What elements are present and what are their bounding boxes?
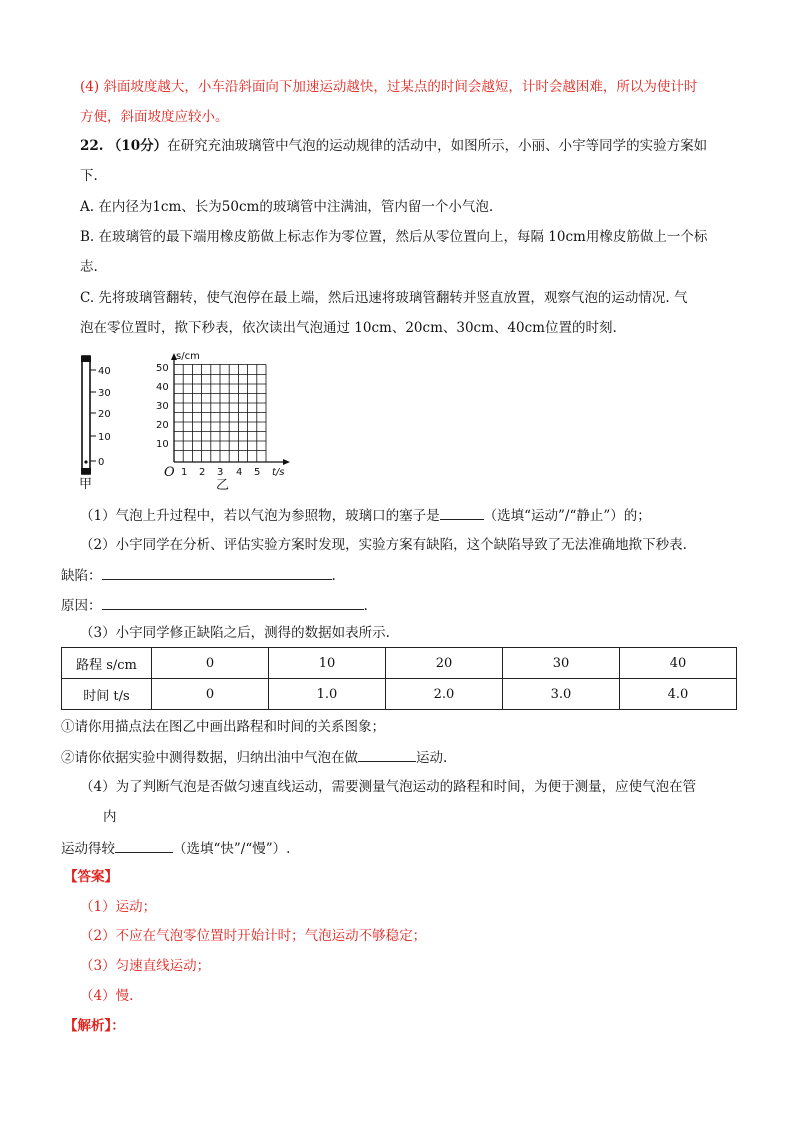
prev-answer-line1: (4) 斜面坡度越大，小车沿斜面向下加速运动越快，过某点的时间会越短，计时会越困难，所以为使计时 [80, 79, 698, 95]
answer-4: （4）慢. [80, 988, 134, 1004]
sub4-text: 运动得较 [61, 841, 115, 857]
bubble-icon [84, 460, 87, 463]
tube-scale [90, 366, 111, 468]
sub-question-4: （4）为了判断气泡是否做匀速直线运动，需要测量气泡运动的路程和时间，为便于测量，应使气泡在管 [80, 779, 697, 795]
period: . [331, 568, 336, 584]
answer-heading: 【答案】 [64, 869, 118, 885]
table-row [62, 679, 737, 710]
x-tick: 1 [181, 467, 188, 478]
x-tick: 4 [236, 467, 243, 478]
answer-blank-3[interactable] [115, 838, 173, 853]
origin-label: O [164, 465, 175, 480]
table-cell: 2.0 [386, 679, 503, 710]
table-cell: 1.0 [269, 679, 386, 710]
answer-1: （1）运动； [80, 899, 157, 915]
answer-blank-1[interactable] [440, 505, 484, 520]
table-cell: 20 [386, 648, 503, 679]
experiment-figure [76, 350, 316, 490]
table-row [62, 648, 737, 679]
row-header: 时间 t/s [62, 679, 152, 710]
question-number: 22. [80, 138, 104, 154]
item-1: ①请你用描点法在图乙中画出路程和时间的关系图象； [61, 719, 385, 735]
tube-caption: 甲 [79, 477, 93, 490]
sub1-text: （1）气泡上升过程中，若以气泡为参照物，玻璃口的塞子是 [80, 508, 440, 524]
analysis-heading: 【解析】： [64, 1018, 125, 1034]
graph-caption: 乙 [216, 478, 230, 490]
item2-text: ②请你依据实验中测得数据，归纳出油中气泡在做 [61, 750, 358, 766]
x-tick: 5 [254, 467, 261, 478]
tube-tick: 40 [98, 366, 111, 377]
table-cell: 3.0 [503, 679, 620, 710]
table-cell: 10 [269, 648, 386, 679]
x-arrow-icon [283, 459, 290, 465]
sub-question-3: （3）小宇同学修正缺陷之后，测得的数据如表所示. [80, 625, 390, 641]
reason-line [61, 595, 368, 616]
step-b-line2: 志. [80, 259, 98, 275]
y-tick: 30 [156, 401, 169, 412]
row-header: 路程 s/cm [62, 648, 152, 679]
question-stem: 在研究充油玻璃管中气泡的运动规律的活动中，如图所示，小丽、小宇等同学的实验方案如 [167, 138, 708, 154]
table-cell: 4.0 [620, 679, 737, 710]
y-tick: 40 [156, 382, 169, 393]
sub4-continuation: 内 [103, 809, 117, 825]
answer-blank-2[interactable] [358, 747, 416, 762]
reason-label: 原因： [61, 598, 102, 614]
distance-time-grid [171, 353, 290, 465]
defect-line [61, 565, 336, 586]
x-tick: 2 [199, 467, 206, 478]
item2-suffix: 运动. [416, 750, 448, 766]
tube-tick: 20 [98, 409, 111, 420]
y-tick: 50 [156, 363, 169, 374]
glass-tube [81, 356, 91, 474]
sub-question-2: （2）小宇同学在分析、评估实验方案时发现，实验方案有缺陷，这个缺陷导致了无法准确地揿下秒表. [80, 537, 687, 553]
answer-2: （2）不应在气泡零位置时开始计时；气泡运动不够稳定； [80, 928, 427, 944]
question-stem-line1 [80, 136, 707, 156]
defect-label: 缺陷： [61, 568, 102, 584]
tube-tick: 30 [98, 388, 111, 399]
sub-question-1 [80, 505, 651, 526]
table-cell: 30 [503, 648, 620, 679]
period: . [363, 598, 368, 614]
question-stem-line2: 下. [80, 168, 98, 184]
table-cell: 40 [620, 648, 737, 679]
table-cell: 0 [152, 648, 269, 679]
tube-tick: 0 [98, 457, 105, 468]
defect-blank[interactable] [102, 565, 332, 580]
step-c-line1: C. 先将玻璃管翻转，使气泡停在最上端，然后迅速将玻璃管翻转并竖直放置，观察气泡的运动情况. 气 [80, 290, 688, 306]
answer-3: （3）匀速直线运动； [80, 958, 211, 974]
data-table [61, 647, 737, 710]
step-c-line2: 泡在零位置时，揿下秒表，依次读出气泡通过 10cm、20cm、30cm、40cm位置的时刻. [80, 320, 617, 336]
step-a: A. 在内径为1cm、长为50cm的玻璃管中注满油，管内留一个小气泡. [80, 199, 494, 215]
x-axis-label: t/s [272, 467, 285, 478]
question-score: （10分） [107, 138, 168, 154]
sub4-line3 [61, 838, 290, 859]
prev-answer-line2: 方便，斜面坡度应较小。 [80, 109, 229, 125]
y-axis-label: s/cm [176, 351, 200, 362]
item-2 [61, 747, 447, 768]
x-tick: 3 [217, 467, 224, 478]
y-tick: 20 [156, 420, 169, 431]
reason-blank[interactable] [102, 595, 364, 610]
tube-tick: 10 [98, 432, 111, 443]
step-b-line1: B. 在玻璃管的最下端用橡皮筋做上标志作为零位置，然后从零位置向上，每隔 10cm用橡皮筋做上一个标 [80, 229, 708, 245]
table-cell: 0 [152, 679, 269, 710]
sub1-hint: （选填“运动”/“静止”）的； [483, 508, 651, 524]
y-tick: 10 [156, 439, 169, 450]
sub4-hint: （选填“快”/“慢”）. [173, 841, 291, 857]
